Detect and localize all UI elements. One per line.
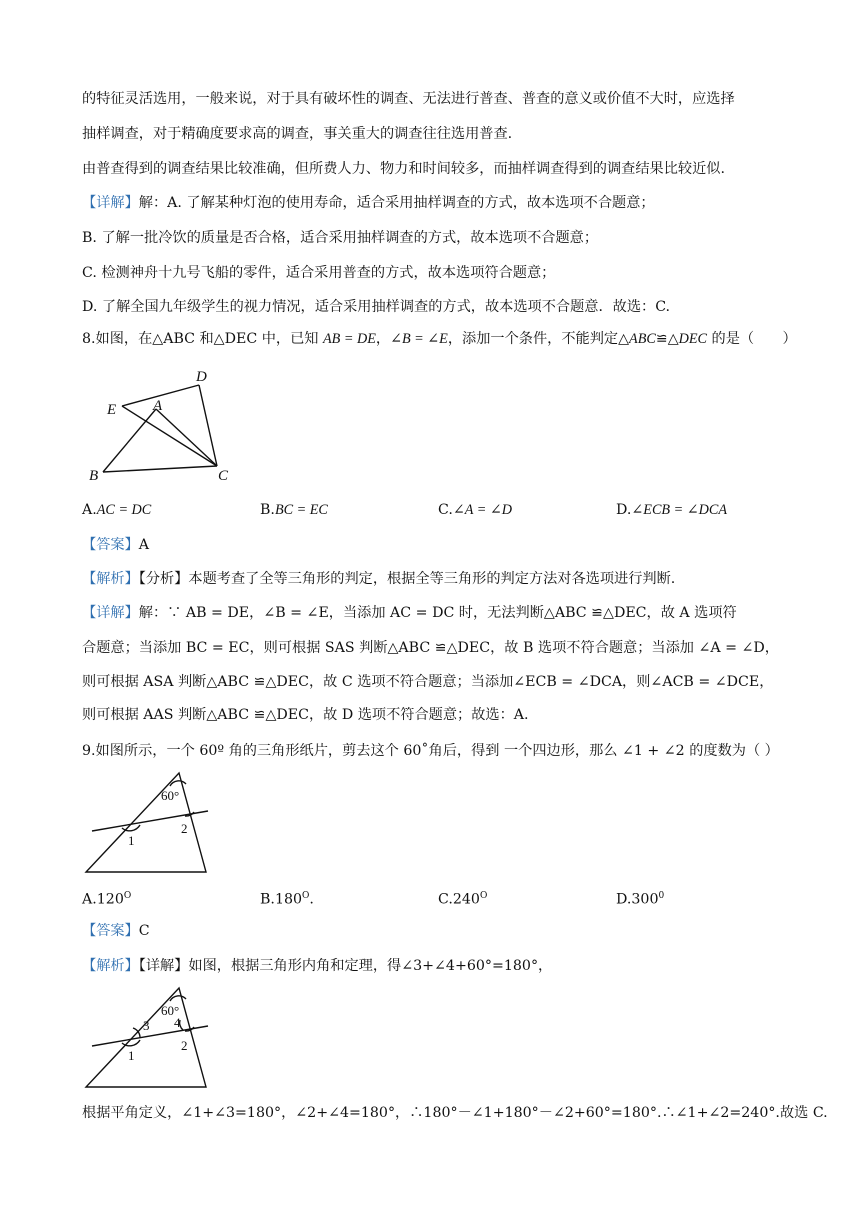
q8-answer xyxy=(82,535,149,555)
q7-option-d-explain: D. 了解全国九年级学生的视力情况，适合采用抽样调查的方式，故本选项不合题意．故选：C. xyxy=(82,299,671,315)
angle-3-label: 3 xyxy=(143,1018,150,1033)
option-sup: O xyxy=(123,891,132,901)
q8-detail-line xyxy=(82,603,737,623)
q7-detail-line xyxy=(82,193,655,213)
paragraph-line: 由普查得到的调查结果比较准确，但所费人力、物力和时间较多，而抽样调查得到的调查结果比较近似. xyxy=(82,161,725,177)
q9-option-c xyxy=(438,886,487,910)
label-b: B xyxy=(89,468,99,484)
angle-2-label: 2 xyxy=(181,821,188,836)
label-e: E xyxy=(107,402,117,418)
option-tail: . xyxy=(309,891,314,908)
option-sup: O xyxy=(302,891,310,901)
angle-1-label: 1 xyxy=(128,1048,135,1063)
q7-option-a-explain: 解：A. 了解某种灯泡的使用寿命，适合采用抽样调查的方式，故本选项不合题意； xyxy=(138,195,655,211)
option-key: D. xyxy=(616,891,632,908)
option-key: C. xyxy=(438,502,453,518)
option-key: B. xyxy=(260,502,275,518)
option-sup: 0 xyxy=(658,891,665,901)
q9-option-a xyxy=(82,886,131,910)
q8-stem-text: 8.如图，在△ABC 和△DEC 中，已知 xyxy=(82,331,323,347)
q8-option-c xyxy=(438,500,512,520)
option-expr: BC = EC xyxy=(274,502,328,518)
option-sup: O xyxy=(479,891,488,901)
answer-tag: 【答案】 xyxy=(82,537,139,553)
angle-1-label: 1 xyxy=(128,833,135,848)
paragraph-line: 抽样调查，对于精确度要求高的调查，事关重大的调查往往选用普查. xyxy=(82,126,513,142)
q9-stem: 9.如图所示，一个 60º 角的三角形纸片，剪去这个 60˚角后，得到 一个四边形，那么 ∠1 + ∠2 的度数为（ ） xyxy=(82,743,779,759)
q8-stem-math: ∠B = ∠E xyxy=(390,331,448,347)
detail-tag: 【详解】 xyxy=(82,605,139,621)
q9-option-d xyxy=(616,886,664,910)
option-expr: 240 xyxy=(452,891,480,908)
q8-stem-math: DEC xyxy=(678,331,708,347)
detail-tag: 【详解】 xyxy=(82,195,139,211)
option-key: B. xyxy=(260,891,275,908)
q8-stem-text: ， xyxy=(375,331,391,347)
q9-final-line: 根据平角定义，∠1+∠3=180°，∠2+∠4=180°，∴180°－∠1+180°－∠2+60°=180°.∴∠1+∠2=240°.故选 C. xyxy=(82,1105,828,1121)
angle-4-label: 4 xyxy=(174,1015,181,1030)
q7-option-c-explain: C. 检测神舟十九号飞船的零件，适合采用普查的方式，故本选项符合题意； xyxy=(82,265,556,281)
analysis-tag: 【解析】 xyxy=(82,958,139,974)
q9-solution-figure xyxy=(82,983,222,1093)
analysis-text: 【分析】本题考查了全等三角形的判定，根据全等三角形的判定方法对各选项进行判断. xyxy=(138,571,676,587)
label-c: C xyxy=(218,468,229,484)
answer-value: A xyxy=(138,537,150,553)
option-expr: ∠ECB = ∠DCA xyxy=(631,502,728,518)
q8-triangle-figure xyxy=(82,365,242,485)
option-expr: 180 xyxy=(274,891,303,908)
q8-stem xyxy=(82,329,797,349)
q8-option-d xyxy=(616,500,727,520)
option-key: A. xyxy=(82,502,97,518)
detail-text: 解：∵ AB = DE，∠B = ∠E，当添加 AC = DC 时，无法判断△ABC ≌△DEC，故 A 选项符 xyxy=(138,605,737,621)
answer-tag: 【答案】 xyxy=(82,923,139,939)
q8-stem-math: ABC xyxy=(629,331,656,347)
answer-value: C xyxy=(138,923,150,939)
q8-analysis xyxy=(82,569,675,589)
q8-option-a xyxy=(82,500,151,520)
q9-analysis xyxy=(82,956,552,976)
q8-detail-line: 则可根据 AAS 判断△ABC ≌△DEC，故 D 选项不符合题意；故选：A. xyxy=(82,707,529,723)
option-key: D. xyxy=(616,502,632,518)
q8-stem-text: 的是（ ） xyxy=(707,331,797,347)
option-expr: ∠A = ∠D xyxy=(452,502,512,518)
q8-option-b xyxy=(260,500,328,520)
option-expr: 120 xyxy=(96,891,124,908)
q9-triangle-figure xyxy=(82,768,222,878)
q7-option-b-explain: B. 了解一批冷饮的质量是否合格，适合采用抽样调查的方式，故本选项不合题意； xyxy=(82,230,599,246)
detail-text: 【详解】如图，根据三角形内角和定理，得∠3+∠4+60°=180°， xyxy=(138,958,553,974)
q9-option-b xyxy=(260,886,314,910)
option-expr: 300 xyxy=(631,891,659,908)
angle-60-label: 60° xyxy=(161,788,180,803)
q8-stem-math: AB = DE xyxy=(322,331,376,347)
option-key: A. xyxy=(82,891,97,908)
q8-detail-line: 合题意；当添加 BC = EC，则可根据 SAS 判断△ABC ≌△DEC，故 B 选项不符合题意；当添加 ∠A = ∠D， xyxy=(82,640,779,656)
analysis-tag: 【解析】 xyxy=(82,571,139,587)
label-d: D xyxy=(196,369,207,385)
angle-2-label: 2 xyxy=(181,1038,188,1053)
option-expr: AC = DC xyxy=(96,502,152,518)
q9-answer xyxy=(82,921,150,941)
q8-stem-text: ≌△ xyxy=(655,331,679,347)
paragraph-line: 的特征灵活选用，一般来说，对于具有破坏性的调查、无法进行普查、普查的意义或价值不大时，应选择 xyxy=(82,91,735,107)
angle-60-label: 60° xyxy=(161,1003,180,1018)
q8-stem-text: ，添加一个条件，不能判定△ xyxy=(447,331,630,347)
label-a: A xyxy=(153,398,163,414)
q8-detail-line: 则可根据 ASA 判断△ABC ≌△DEC，故 C 选项不符合题意；当添加∠ECB = ∠DCA，则∠ACB = ∠DCE， xyxy=(82,674,774,690)
option-key: C. xyxy=(438,891,453,908)
